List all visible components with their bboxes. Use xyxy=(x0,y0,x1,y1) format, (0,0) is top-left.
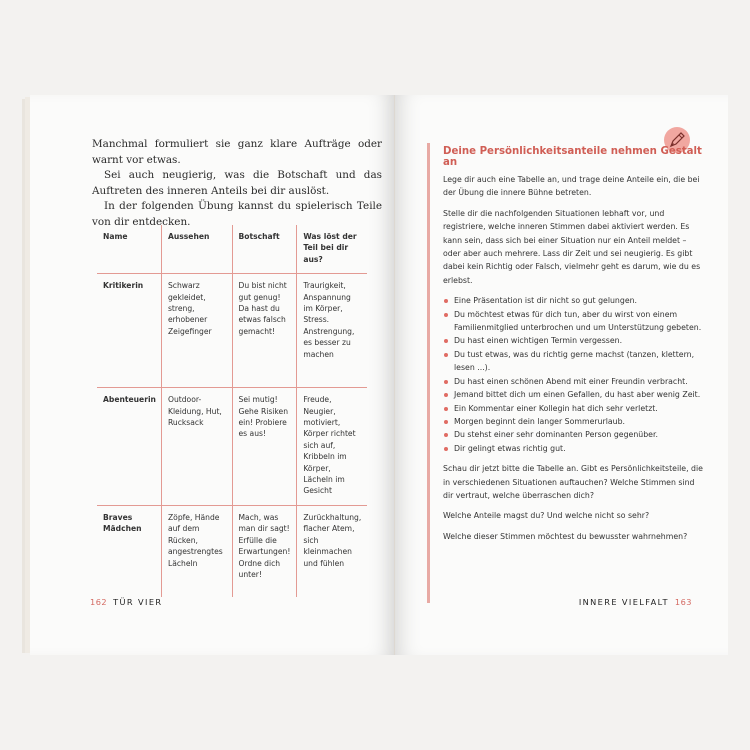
box-title: Deine Persönlichkeitsanteile nehmen Gestalt an xyxy=(443,146,702,168)
list-item: Jemand bittet dich um einen Gefallen, du hast aber wenig Zeit. xyxy=(443,388,705,401)
table-cell: Abenteuerin xyxy=(97,388,161,506)
right-folio xyxy=(579,597,692,607)
table-header-row xyxy=(97,225,367,274)
instruction-paragraph: Stelle dir die nachfolgenden Situationen lebhaft vor, und registriere, welche inneren Stimmen dabei aktiviert werden. Es kann sein, dass sich bei einer Situation nur ein Anteil meldet – oder aber auch mehrere. Lass dir Zeit und sei neugierig. Es gibt dabei kein Richtig oder Falsch, vielmehr geht es darum, wie du es erlebst. xyxy=(443,208,701,285)
table-cell: Zöpfe, Hände auf dem Rücken, angestrengtes Lächeln xyxy=(161,505,232,597)
intro-paragraph: Lege dir auch eine Tabelle an, und trage deine Anteile ein, die bei der Übung die innere Bühne betreten. xyxy=(443,175,700,198)
question: Welche Anteile magst du? Und welche nicht so sehr? xyxy=(443,511,650,521)
table-cell: Outdoor-Kleidung, Hut, Rucksack xyxy=(161,388,232,506)
right-page xyxy=(395,95,728,655)
table-row xyxy=(97,505,367,597)
table-row xyxy=(97,388,367,506)
page-number: 163 xyxy=(674,597,692,607)
table-cell: Kritikerin xyxy=(97,274,161,388)
table-cell: Mach, was man dir sagt! Erfülle die Erwartungen! Ordne dich unter! xyxy=(232,505,297,597)
left-intro-text xyxy=(92,137,382,230)
paragraph: Sei auch neugierig, was die Botschaft und das Auftreten des inneren Anteils bei dir auslöst. xyxy=(92,169,382,197)
left-page xyxy=(30,95,395,655)
situation-list xyxy=(443,294,705,455)
reflection-paragraph: Schau dir jetzt bitte die Tabelle an. Gibt es Persönlichkeitsteile, die in verschiedenen Situationen auftauchen? Welche Stimmen sind dir vertraut, welche überraschen dich? xyxy=(443,464,703,500)
table-header: Aussehen xyxy=(161,225,232,274)
list-item: Du stehst einer sehr dominanten Person gegenüber. xyxy=(443,428,705,441)
box-body xyxy=(443,173,705,550)
table-cell: Traurigkeit, Anspannung im Körper, Stress. Anstrengung, es besser zu machen xyxy=(297,274,367,388)
table-cell: Freude, Neugier, motiviert, Körper richtet sich auf, Kribbeln im Körper, Lächeln im Gesicht xyxy=(297,388,367,506)
paragraph: Manchmal formuliert sie ganz klare Aufträge oder warnt vor etwas. xyxy=(92,138,382,166)
list-item: Ein Kommentar einer Kollegin hat dich sehr verletzt. xyxy=(443,402,705,415)
table-cell: Schwarz gekleidet, streng, erhobener Zeigefinger xyxy=(161,274,232,388)
table-cell: Zurückhaltung, flacher Atem, sich kleinmachen und fühlen xyxy=(297,505,367,597)
list-item: Du hast einen wichtigen Termin vergessen. xyxy=(443,334,705,347)
table-header: Name xyxy=(103,232,128,241)
list-item: Morgen beginnt dein langer Sommerurlaub. xyxy=(443,415,705,428)
list-item: Du hast einen schönen Abend mit einer Freundin verbracht. xyxy=(443,375,705,388)
paragraph: In der folgenden Übung kannst du spielerisch Teile von dir entdecken. xyxy=(92,200,382,228)
table-header: Was löst der Teil bei dir aus? xyxy=(297,225,367,274)
table-cell: Braves Mädchen xyxy=(97,505,161,597)
parts-table xyxy=(97,225,367,597)
table-cell: Du bist nicht gut genug! Da hast du etwas falsch gemacht! xyxy=(232,274,297,388)
list-item: Du tust etwas, was du richtig gerne machst (tanzen, klettern, lesen ...). xyxy=(443,348,705,375)
accent-bar xyxy=(427,143,430,603)
page-number: 162 xyxy=(90,597,108,607)
question: Welche dieser Stimmen möchtest du bewusster wahrnehmen? xyxy=(443,531,688,541)
list-item: Eine Präsentation ist dir nicht so gut gelungen. xyxy=(443,294,705,307)
left-folio xyxy=(90,597,163,607)
table-cell: Sei mutig! Gehe Risiken ein! Probiere es aus! xyxy=(232,388,297,506)
table-row xyxy=(97,274,367,388)
list-item: Dir gelingt etwas richtig gut. xyxy=(443,442,705,455)
table-header: Botschaft xyxy=(232,225,297,274)
exercise-box xyxy=(427,143,709,603)
list-item: Du möchtest etwas für dich tun, aber du wirst von einem Familienmitglied unterbrochen und um Unterstützung gebeten. xyxy=(443,308,705,335)
running-head: INNERE VIELFALT xyxy=(578,597,669,607)
running-head: TÜR VIER xyxy=(113,597,163,607)
open-book xyxy=(22,95,728,655)
